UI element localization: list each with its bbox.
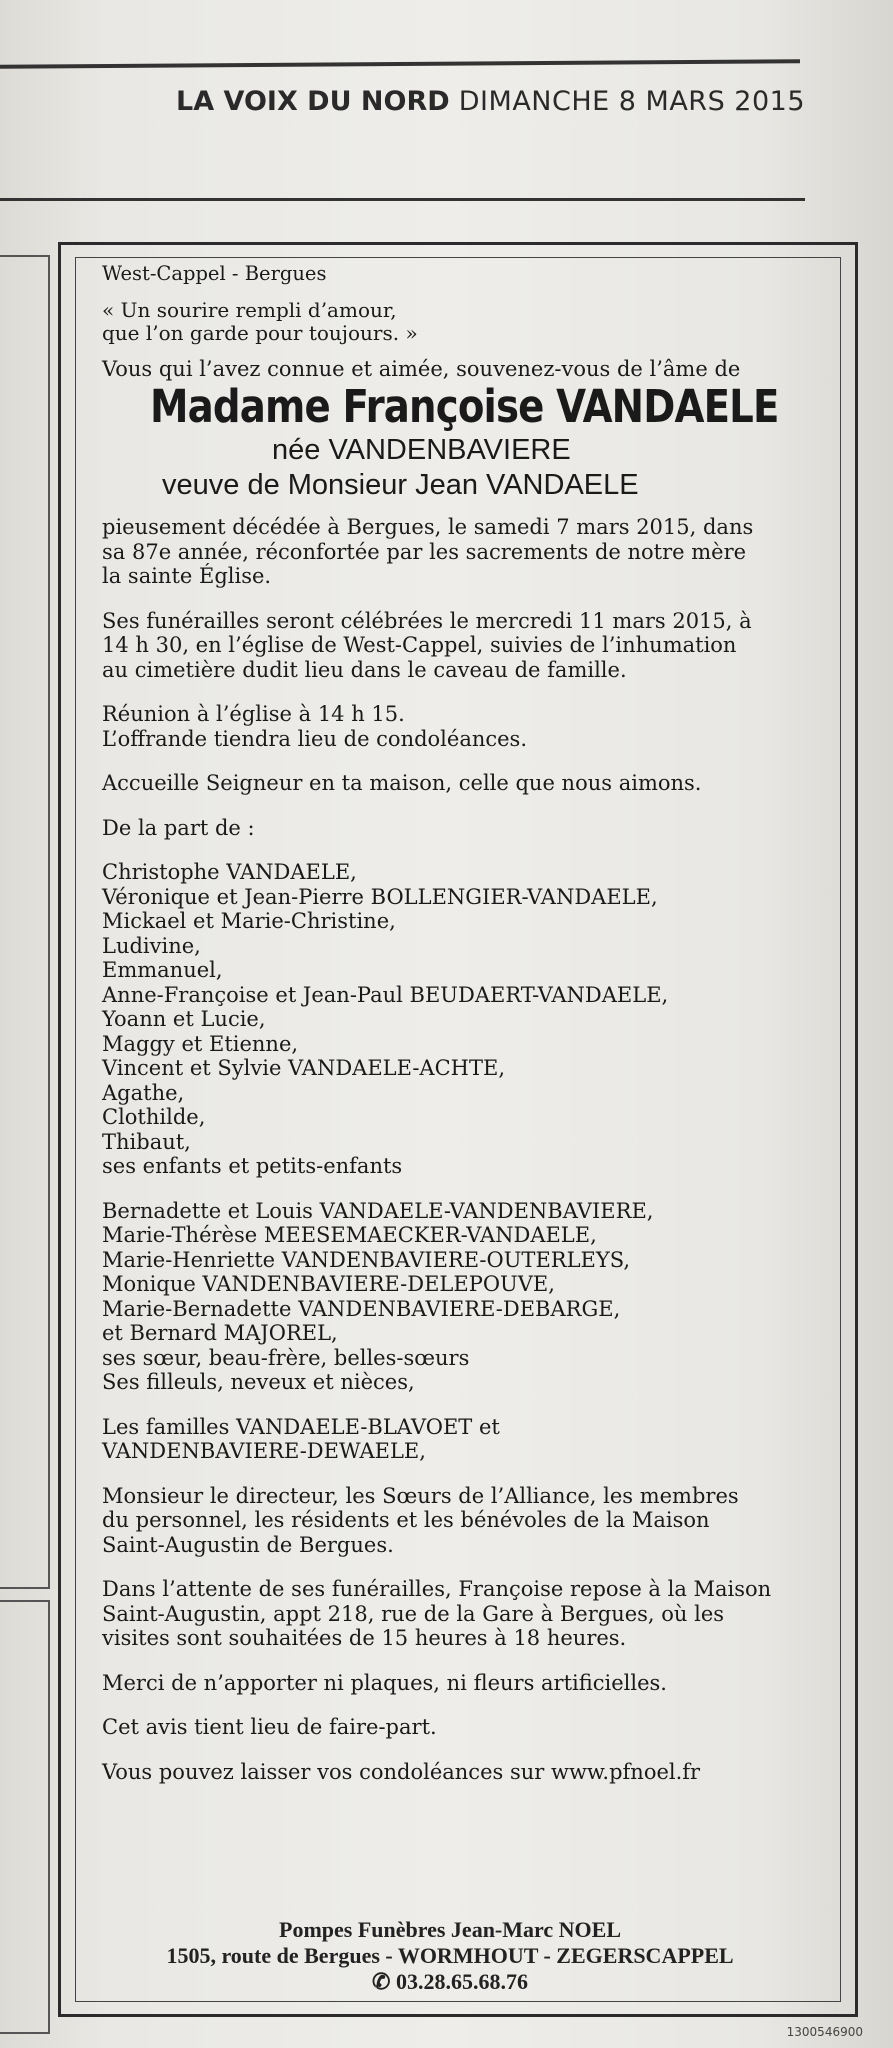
issue-date: DIMANCHE 8 MARS 2015 [458, 86, 805, 117]
notice-intro: Vous qui l’avez connue et aimée, souvenez-vous de l’âme de [102, 356, 741, 381]
alliance-line: Saint-Augustin de Bergues. [102, 1532, 394, 1557]
list-item: Christophe VANDAELE, [102, 860, 357, 884]
familles-line: VANDENBAVIERE-DEWAELE, [102, 1439, 426, 1463]
list-item: Monique VANDENBAVIERE-DELEPOUVE, [102, 1272, 555, 1296]
list-item: Thibaut, [102, 1129, 191, 1154]
deces-line: la sainte Église. [102, 564, 272, 588]
list-item: Anne-Françoise et Jean-Paul BEUDAERT-VANDAELE, [102, 982, 669, 1007]
funerailles-line: 14 h 30, en l’église de West-Cappel, suivies de l’inhumation [102, 633, 737, 657]
list-item: Véronique et Jean-Pierre BOLLENGIER-VANDAELE, [102, 884, 658, 909]
reunion-line: Réunion à l’église à 14 h 15. [102, 702, 405, 726]
header-rule [0, 198, 805, 201]
list-item: Ses filleuls, neveux et nièces, [102, 1370, 415, 1394]
ad-reference-number: 1300546900 [786, 2025, 863, 2039]
list-item: Ludivine, [102, 933, 201, 958]
family-children-list [102, 860, 802, 1179]
reunion-line: L’offrande tiendra lieu de condoléances. [102, 726, 528, 751]
de-la-part-label: De la part de : [102, 815, 255, 840]
adjacent-column-frame-lower [0, 1600, 50, 2034]
list-item: ses enfants et petits-enfants [102, 1154, 403, 1178]
familles-line: Les familles VANDAELE-BLAVOET et [102, 1414, 500, 1439]
list-item: Yoann et Lucie, [102, 1007, 266, 1031]
prayer-line: Accueille Seigneur en ta maison, celle que nous aimons. [102, 771, 702, 795]
list-item: Bernadette et Louis VANDAELE-VANDENBAVIERE, [102, 1198, 654, 1223]
list-item: ses sœur, beau-frère, belles-sœurs [102, 1345, 470, 1370]
repose-line: Dans l’attente de ses funérailles, Françoise repose à la Maison [102, 1577, 772, 1601]
widow-of: veuve de Monsieur Jean VANDAELE [162, 469, 639, 501]
maiden-name: née VANDENBAVIERE [272, 434, 571, 466]
list-item: Vincent et Sylvie VANDAELE-ACHTE, [102, 1056, 505, 1080]
merci-line: Merci de n’apporter ni plaques, ni fleurs artificielles. [102, 1670, 667, 1695]
funeral-home-phone: ✆ 03.28.65.68.76 [372, 1969, 528, 1994]
family-siblings-list [102, 1199, 802, 1395]
deces-line: sa 87e année, réconfortée par les sacrements de notre mère [102, 539, 747, 564]
list-item: et Bernard MAJOREL, [102, 1321, 338, 1345]
funerailles-line: Ses funérailles seront célébrées le mercredi 11 mars 2015, à [102, 608, 752, 633]
list-item: Clothilde, [102, 1105, 206, 1129]
funeral-home-address: 1505, route de Bergues - WORMHOUT - ZEGERSCAPPEL [166, 1943, 734, 1968]
funeral-home-footer [100, 1917, 800, 1995]
deceased-name: Madame Françoise VANDAELE [150, 380, 779, 433]
notice-quote-line: « Un sourire rempli d’amour, [102, 297, 397, 322]
deces-line: pieusement décédée à Bergues, le samedi 7 mars 2015, dans [102, 515, 754, 539]
funerailles-line: au cimetière dudit lieu dans le caveau de famille. [102, 657, 627, 682]
list-item: Marie-Thérèse MEESEMAECKER-VANDAELE, [102, 1223, 597, 1247]
list-item: Maggy et Etienne, [102, 1031, 299, 1056]
avis-line: Cet avis tient lieu de faire-part. [102, 1715, 437, 1739]
repose-line: visites sont souhaitées de 15 heures à 18 heures. [102, 1626, 627, 1650]
list-item: Marie-Henriette VANDENBAVIERE-OUTERLEYS, [102, 1247, 631, 1272]
repose-line: Saint-Augustin, appt 218, rue de la Gare à Bergues, où les [102, 1601, 725, 1626]
list-item: Marie-Bernadette VANDENBAVIERE-DEBARGE, [102, 1296, 621, 1321]
adjacent-column-frame [0, 255, 50, 1589]
funeral-home-name: Pompes Funèbres Jean-Marc NOEL [279, 1917, 621, 1942]
list-item: Mickael et Marie-Christine, [102, 909, 396, 933]
condoleances-line: Vous pouvez laisser vos condoléances sur www.pfnoel.fr [102, 1759, 701, 1784]
list-item: Emmanuel, [102, 958, 223, 982]
alliance-line: du personnel, les résidents et les bénévoles de la Maison [102, 1508, 710, 1532]
newspaper-name: LA VOIX DU NORD [176, 86, 450, 117]
alliance-line: Monsieur le directeur, les Sœurs de l’Alliance, les membres [102, 1483, 739, 1508]
death-notice-content [102, 262, 802, 1784]
notice-quote-line: que l’on garde pour toujours. » [102, 320, 418, 345]
newspaper-header [176, 86, 805, 117]
list-item: Agathe, [102, 1080, 185, 1105]
notice-place: West-Cappel - Bergues [102, 262, 327, 285]
